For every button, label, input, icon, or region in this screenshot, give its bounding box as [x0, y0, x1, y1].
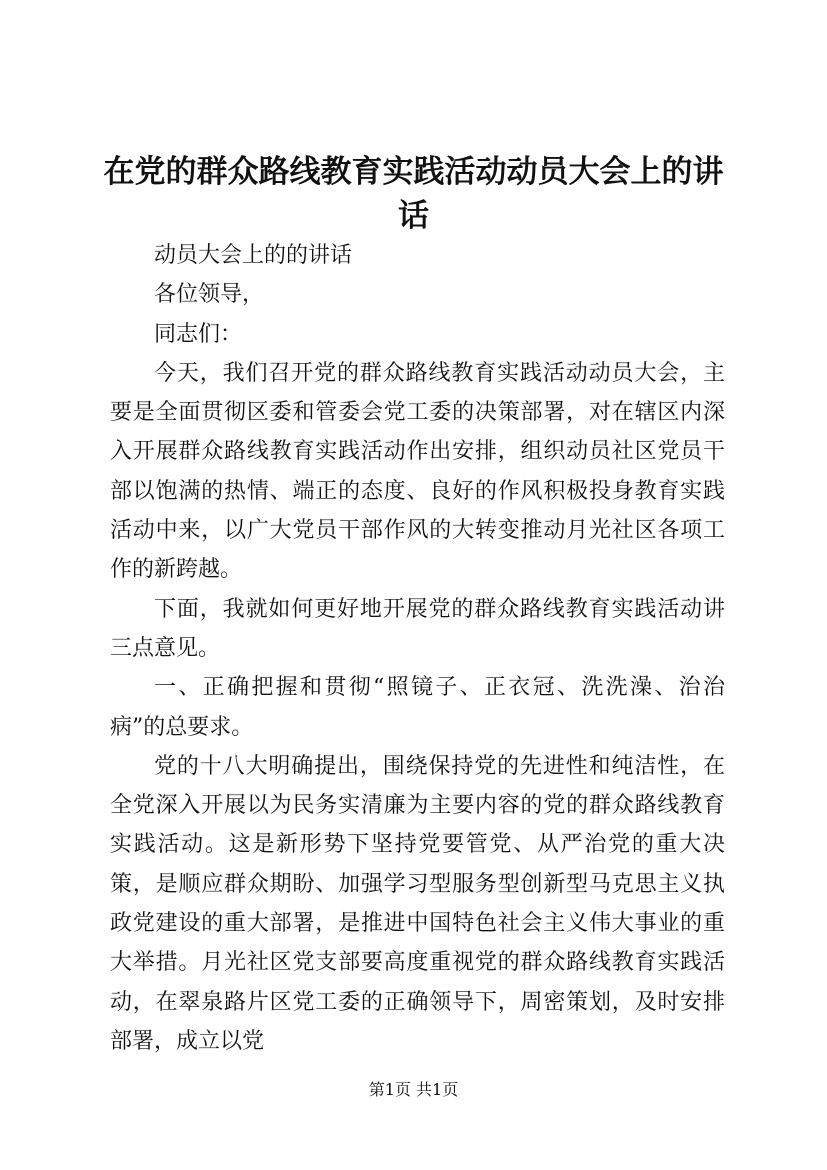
document-title: 在党的群众路线教育实践活动动员大会上的讲话 [103, 154, 724, 234]
paragraph-outline: 下面，我就如何更好地开展党的群众路线教育实践活动讲三点意见。 [110, 596, 725, 661]
paragraph-salutation-comrades: 同志们： [154, 321, 243, 347]
document-body [110, 236, 725, 1061]
paragraph-salutation-leaders: 各位领导， [154, 282, 265, 308]
paragraph-opening: 今天，我们召开党的群众路线教育实践活动动员大会，主要是全面贯彻区委和管委会党工委的决策部署，对在辖区内深入开展群众路线教育实践活动作出安排，组织动员社区党员干部以饱满的热情、端正的态度、良好的作风积极投身教育实践活动中来，以广大党员干部作风的大转变推动月光社区各项工作的新跨越。 [110, 360, 725, 583]
page-footer: 第1页 共1页 [368, 1080, 459, 1099]
paragraph-section-one-heading: 一、正确把握和贯彻“照镜子、正衣冠、洗洗澡、治治病”的总要求。 [110, 675, 725, 740]
paragraph-section-one-body: 党的十八大明确提出，围绕保持党的先进性和纯洁性，在全党深入开展以为民务实清廉为主要内容的党的群众路线教育实践活动。这是新形势下坚持党要管党、从严治党的重大决策，是顺应群众期盼、加强学习型服务型创新型马克思主义执政党建设的重大部署，是推进中国特色社会主义伟大事业的重大举措。月光社区党支部要高度重视党的群众路线教育实践活动，在翠泉路片区党工委的正确领导下，周密策划，及时安排部署，成立以党 [110, 753, 725, 1054]
paragraph-subtitle: 动员大会上的的讲话 [154, 243, 353, 268]
